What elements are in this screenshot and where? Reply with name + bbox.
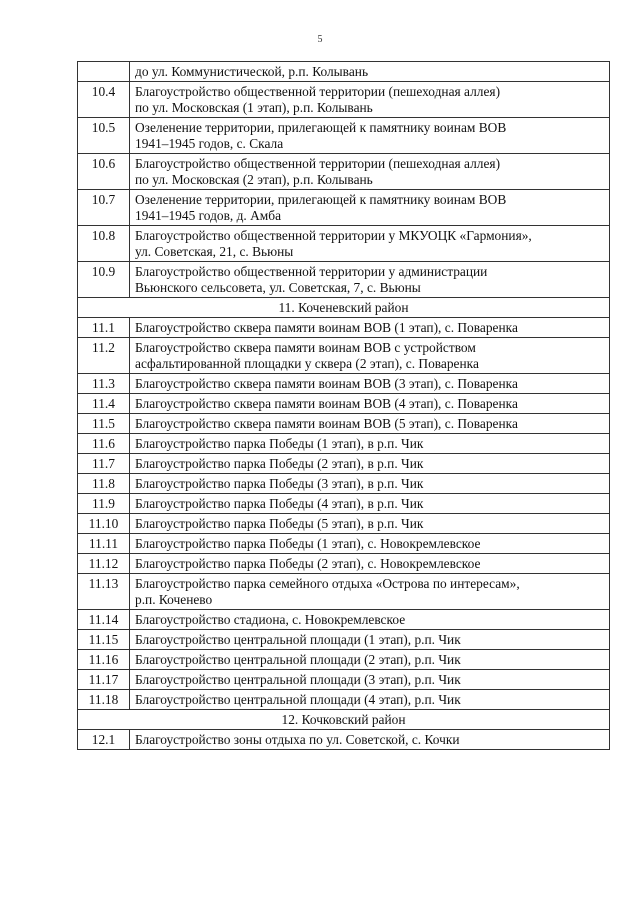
item-description (130, 190, 610, 226)
item-description (130, 82, 610, 118)
description-line: Озеленение территории, прилегающей к памятнику воинам ВОВ (135, 192, 507, 207)
item-description (130, 730, 610, 750)
description-line: Вьюнского сельсовета, ул. Советская, 7, с. Вьюны (135, 280, 421, 295)
item-description (130, 650, 610, 670)
table-row (78, 670, 610, 690)
section-title: 11. Коченевский район (78, 298, 610, 318)
description-line: Благоустройство парка Победы (1 этап), с. Новокремлевское (135, 536, 481, 551)
item-number: 11.10 (78, 514, 130, 534)
description-line: асфальтированной площадки у сквера (2 этап), с. Поваренка (135, 356, 479, 371)
section-header-row (78, 298, 610, 318)
table-row (78, 118, 610, 154)
item-description (130, 62, 610, 82)
description-line: Благоустройство парка Победы (1 этап), в р.п. Чик (135, 436, 424, 451)
table-row (78, 630, 610, 650)
description-line: 1941–1945 годов, с. Скала (135, 136, 284, 151)
table-row (78, 262, 610, 298)
item-number: 11.17 (78, 670, 130, 690)
description-line: Благоустройство общественной территории у администрации (135, 264, 488, 279)
description-line: Благоустройство парка Победы (5 этап), в р.п. Чик (135, 516, 424, 531)
description-line: Благоустройство сквера памяти воинам ВОВ с устройством (135, 340, 476, 355)
table-row (78, 338, 610, 374)
item-number: 10.7 (78, 190, 130, 226)
item-description (130, 514, 610, 534)
item-number: 11.3 (78, 374, 130, 394)
description-line: Благоустройство сквера памяти воинам ВОВ (4 этап), с. Поваренка (135, 396, 518, 411)
item-description (130, 154, 610, 190)
item-number: 11.18 (78, 690, 130, 710)
item-description (130, 534, 610, 554)
item-number (78, 62, 130, 82)
item-description (130, 554, 610, 574)
description-line: Благоустройство зоны отдыха по ул. Советской, с. Кочки (135, 732, 460, 747)
table-row (78, 434, 610, 454)
item-number: 11.6 (78, 434, 130, 454)
description-line: Благоустройство центральной площади (2 этап), р.п. Чик (135, 652, 461, 667)
section-title: 12. Кочковский район (78, 710, 610, 730)
item-number: 11.15 (78, 630, 130, 650)
item-description (130, 338, 610, 374)
item-number: 11.1 (78, 318, 130, 338)
item-description (130, 262, 610, 298)
item-description (130, 434, 610, 454)
table-row (78, 154, 610, 190)
description-line: по ул. Московская (2 этап), р.п. Колывань (135, 172, 373, 187)
item-number: 11.12 (78, 554, 130, 574)
page-number: 5 (317, 34, 323, 45)
item-description (130, 394, 610, 414)
table-row (78, 474, 610, 494)
description-line: Благоустройство общественной территории у МКУОЦК «Гармония», (135, 228, 532, 243)
item-description (130, 118, 610, 154)
territory-improvement-table (77, 61, 610, 750)
item-number: 10.9 (78, 262, 130, 298)
item-number: 10.5 (78, 118, 130, 154)
table-row (78, 414, 610, 434)
table-row (78, 730, 610, 750)
item-description (130, 574, 610, 610)
item-number: 11.16 (78, 650, 130, 670)
item-number: 11.9 (78, 494, 130, 514)
description-line: Благоустройство парка Победы (3 этап), в р.п. Чик (135, 476, 424, 491)
table-row (78, 82, 610, 118)
description-line: Благоустройство сквера памяти воинам ВОВ (5 этап), с. Поваренка (135, 416, 518, 431)
item-description (130, 454, 610, 474)
table-row (78, 190, 610, 226)
description-line: Благоустройство парка Победы (2 этап), в р.п. Чик (135, 456, 424, 471)
item-description (130, 670, 610, 690)
item-number: 10.6 (78, 154, 130, 190)
description-line: Благоустройство центральной площади (3 этап), р.п. Чик (135, 672, 461, 687)
item-number: 11.8 (78, 474, 130, 494)
item-description (130, 690, 610, 710)
item-number: 11.2 (78, 338, 130, 374)
item-number: 11.5 (78, 414, 130, 434)
item-number: 11.11 (78, 534, 130, 554)
description-line: Благоустройство центральной площади (4 этап), р.п. Чик (135, 692, 461, 707)
item-description (130, 318, 610, 338)
item-description (130, 226, 610, 262)
section-header-row (78, 710, 610, 730)
description-line: Благоустройство сквера памяти воинам ВОВ (3 этап), с. Поваренка (135, 376, 518, 391)
description-line: Благоустройство центральной площади (1 этап), р.п. Чик (135, 632, 461, 647)
description-line: Благоустройство парка Победы (2 этап), с. Новокремлевское (135, 556, 481, 571)
description-line: по ул. Московская (1 этап), р.п. Колывань (135, 100, 373, 115)
table-body (78, 62, 610, 750)
description-line: Благоустройство общественной территории (пешеходная аллея) (135, 156, 501, 171)
item-number: 10.4 (78, 82, 130, 118)
description-line: Благоустройство стадиона, с. Новокремлевское (135, 612, 406, 627)
description-line: ул. Советская, 21, с. Вьюны (135, 244, 294, 259)
table-row (78, 610, 610, 630)
description-line: Благоустройство парка семейного отдыха «Острова по интересам», (135, 576, 520, 591)
table-row (78, 650, 610, 670)
description-line: Благоустройство общественной территории (пешеходная аллея) (135, 84, 501, 99)
table-row (78, 318, 610, 338)
table-row (78, 454, 610, 474)
description-line: до ул. Коммунистической, р.п. Колывань (135, 64, 369, 79)
item-number: 10.8 (78, 226, 130, 262)
description-line: 1941–1945 годов, д. Амба (135, 208, 282, 223)
table-row (78, 62, 610, 82)
item-description (130, 414, 610, 434)
description-line: р.п. Коченево (135, 592, 213, 607)
item-description (130, 630, 610, 650)
table-row (78, 534, 610, 554)
item-number: 11.14 (78, 610, 130, 630)
item-description (130, 494, 610, 514)
description-line: Благоустройство сквера памяти воинам ВОВ (1 этап), с. Поваренка (135, 320, 518, 335)
table-row (78, 690, 610, 710)
item-number: 11.7 (78, 454, 130, 474)
item-number: 11.13 (78, 574, 130, 610)
table-row (78, 394, 610, 414)
item-description (130, 610, 610, 630)
table-row (78, 514, 610, 534)
table-row (78, 226, 610, 262)
table-row (78, 554, 610, 574)
table-row (78, 374, 610, 394)
description-line: Озеленение территории, прилегающей к памятнику воинам ВОВ (135, 120, 507, 135)
table-row (78, 494, 610, 514)
item-description (130, 474, 610, 494)
description-line: Благоустройство парка Победы (4 этап), в р.п. Чик (135, 496, 424, 511)
item-number: 11.4 (78, 394, 130, 414)
table-row (78, 574, 610, 610)
item-number: 12.1 (78, 730, 130, 750)
item-description (130, 374, 610, 394)
